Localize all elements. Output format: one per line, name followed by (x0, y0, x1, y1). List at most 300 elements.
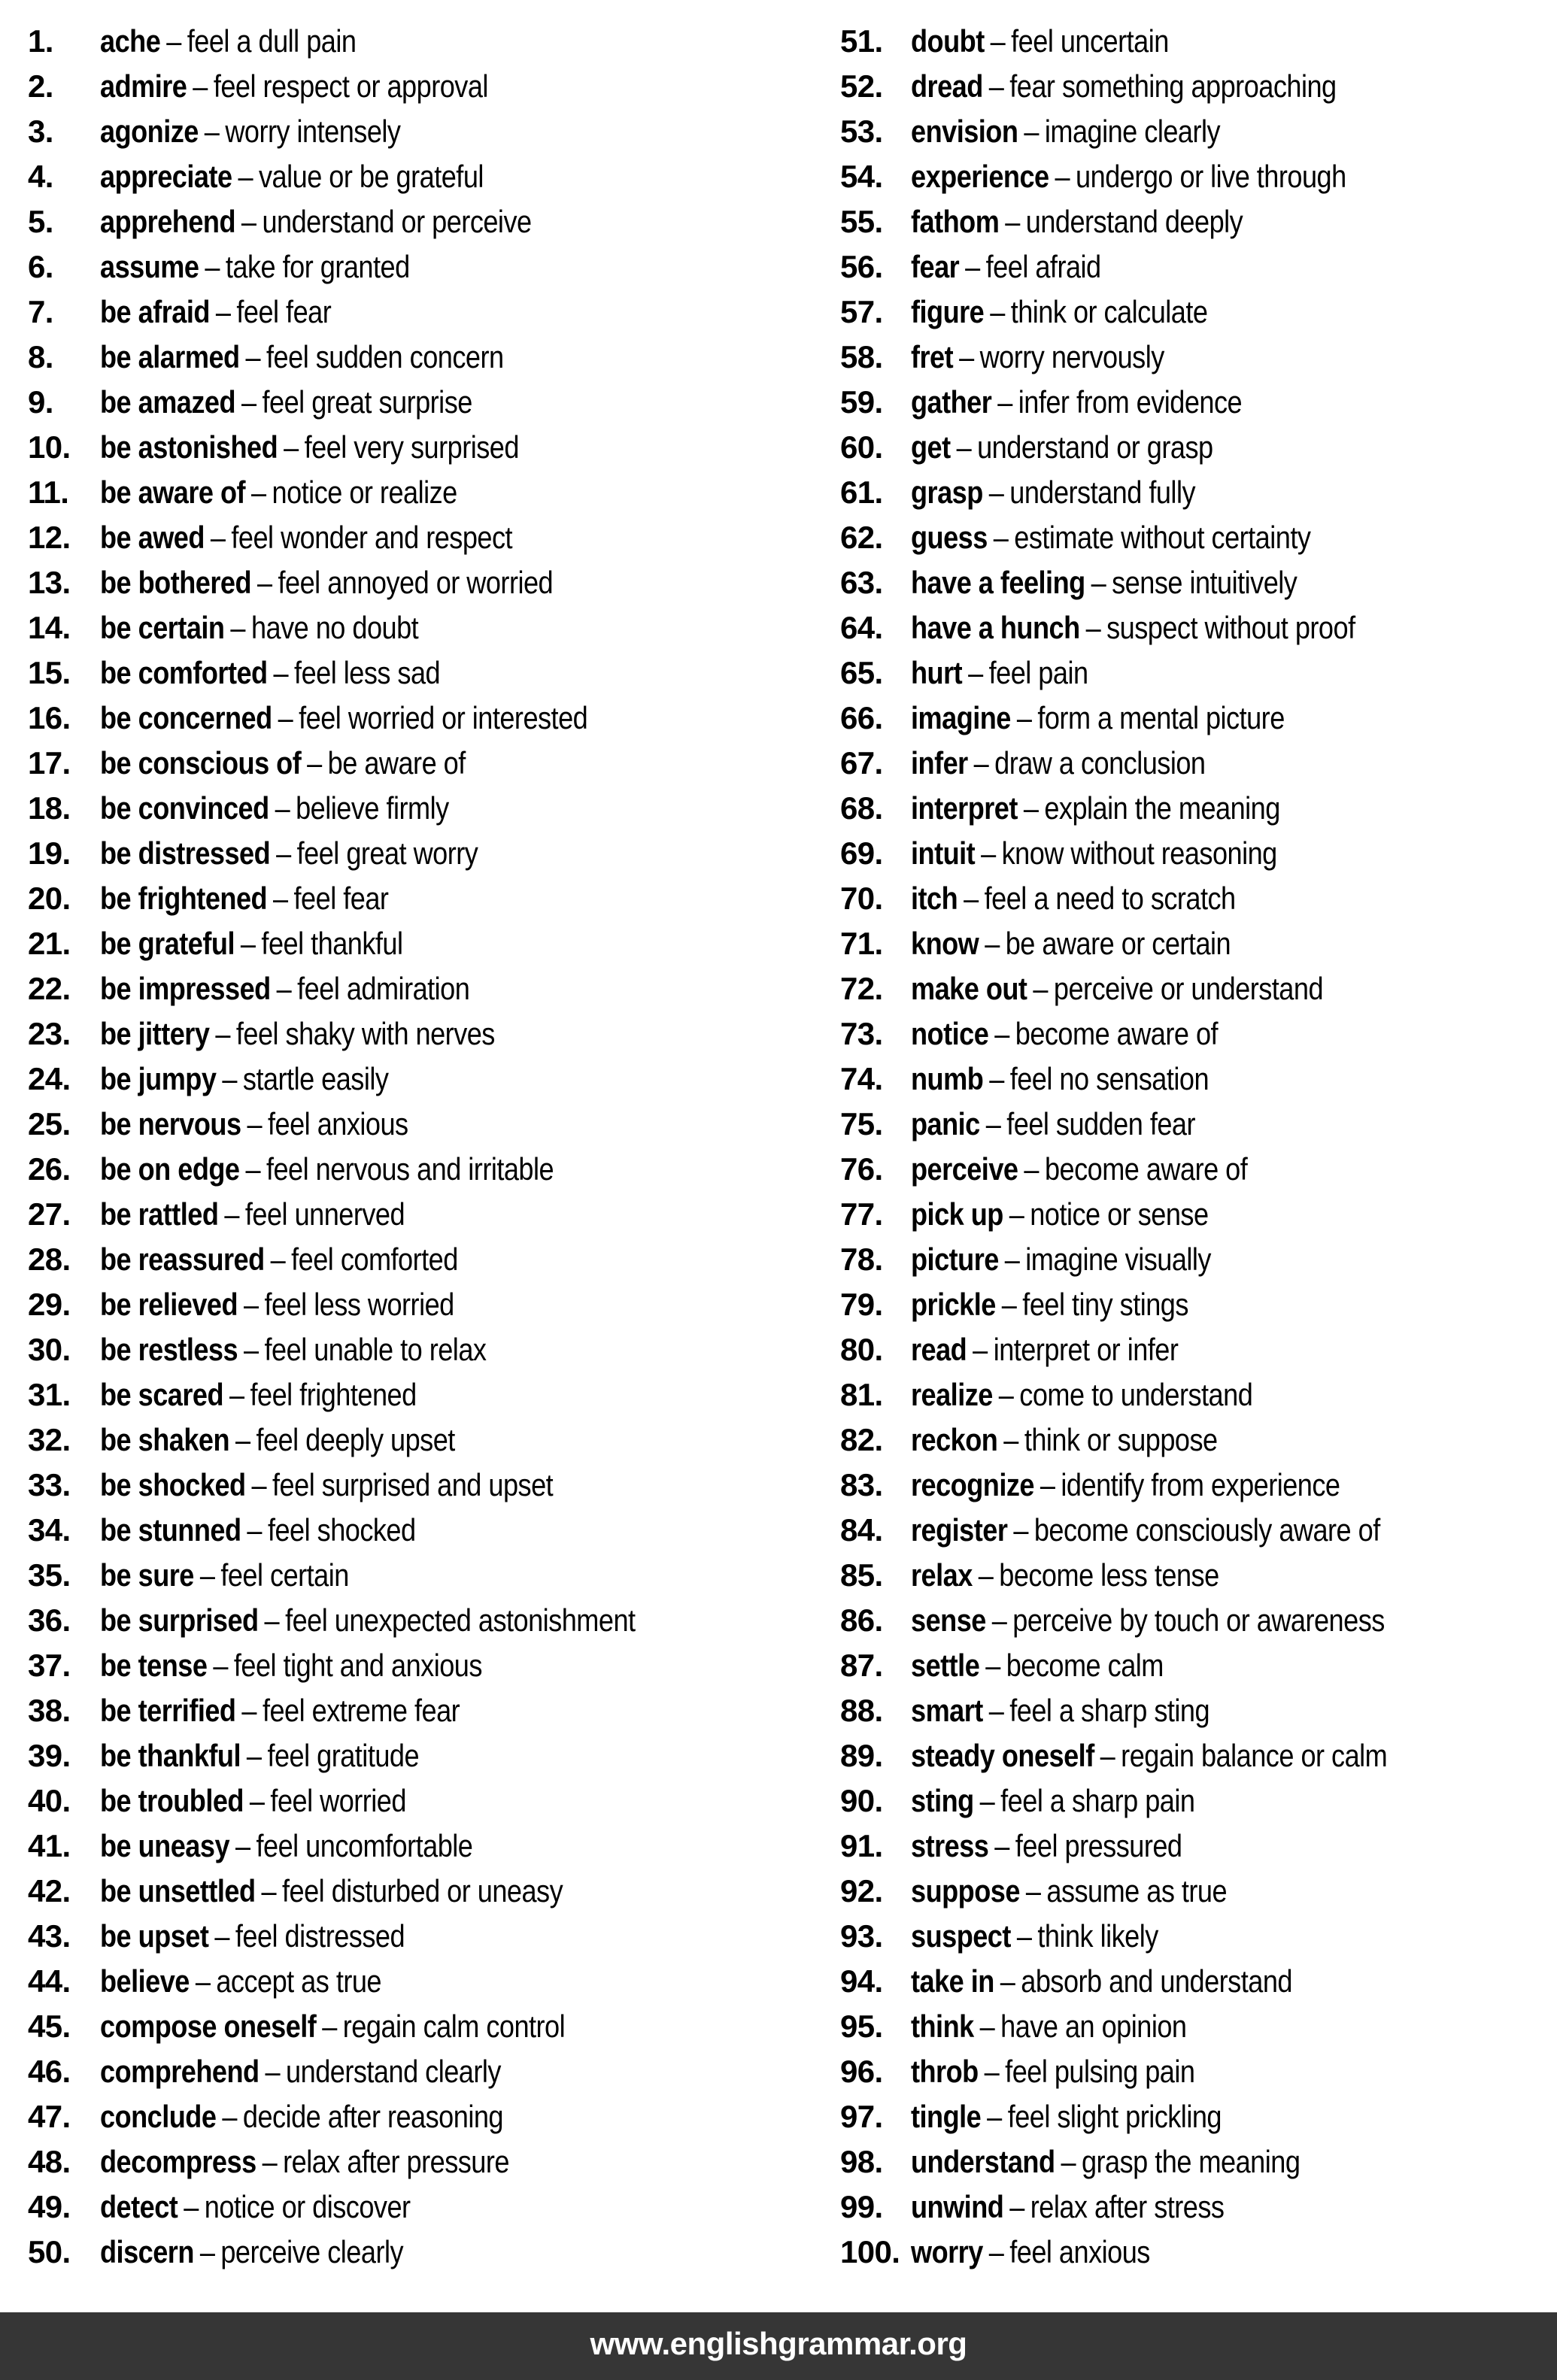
item-word: be awed (100, 520, 205, 555)
item-word: suppose (911, 1873, 1020, 1909)
item-word: picture (911, 1242, 999, 1277)
item-number: 4. (28, 159, 53, 194)
item-number: 87. (840, 1648, 883, 1683)
item-text (911, 2184, 1224, 2230)
item-definition: have no doubt (250, 610, 419, 645)
list-item (28, 335, 810, 380)
item-definition: feel pain (988, 655, 1088, 690)
item-word: prickle (911, 1287, 996, 1322)
dash-separator: – (213, 1648, 228, 1683)
item-number: 65. (840, 655, 883, 690)
list-item (840, 380, 1555, 425)
item-number: 94. (840, 1963, 883, 1999)
item-number: 56. (840, 249, 883, 284)
item-text (100, 1778, 406, 1824)
item-definition: imagine visually (1025, 1242, 1211, 1277)
list-item (28, 1102, 810, 1147)
item-text (100, 1282, 454, 1327)
dash-separator: – (994, 1828, 1009, 1863)
item-word: be bothered (100, 565, 252, 600)
item-text (100, 199, 532, 244)
item-definition: think or calculate (1010, 294, 1208, 329)
item-text (100, 64, 488, 109)
item-text (911, 741, 1206, 786)
item-word: be distressed (100, 835, 271, 871)
item-number: 90. (840, 1783, 883, 1818)
item-text (911, 1553, 1219, 1598)
item-text (911, 2230, 1150, 2275)
item-word: fathom (911, 204, 1000, 239)
item-text (911, 470, 1195, 515)
list-item (28, 1057, 810, 1102)
list-item (28, 109, 810, 154)
item-definition: understand or perceive (262, 204, 532, 239)
item-text (911, 64, 1337, 109)
item-definition: feel a sharp sting (1009, 1693, 1210, 1728)
item-text (911, 831, 1277, 876)
item-number: 85. (840, 1557, 883, 1593)
list-item (840, 1598, 1555, 1643)
item-number: 76. (840, 1151, 883, 1187)
item-text (911, 1869, 1227, 1914)
item-word: gather (911, 384, 992, 420)
list-item (840, 786, 1555, 831)
list-item (840, 19, 1555, 64)
item-number: 53. (840, 114, 883, 149)
item-word: be certain (100, 610, 225, 645)
item-text (100, 1057, 388, 1102)
item-definition: think or suppose (1024, 1422, 1218, 1457)
item-definition: have an opinion (1000, 2009, 1187, 2044)
list-item (28, 1688, 810, 1733)
item-definition: feel pressured (1015, 1828, 1182, 1863)
dash-separator: – (273, 881, 288, 916)
dash-separator: – (204, 114, 220, 149)
item-definition: know without reasoning (1001, 835, 1277, 871)
item-text (911, 560, 1297, 605)
item-number: 67. (840, 745, 883, 781)
item-text (911, 1282, 1188, 1327)
dash-separator: – (1009, 2189, 1024, 2224)
item-definition: feel annoyed or worried (278, 565, 554, 600)
list-item (840, 109, 1555, 154)
item-text (100, 380, 472, 425)
item-definition: perceive or understand (1053, 971, 1324, 1006)
item-word: be jittery (100, 1016, 210, 1051)
item-number: 26. (28, 1151, 71, 1187)
word-list-right-column (840, 19, 1555, 2275)
list-item (28, 1282, 810, 1327)
item-word: be impressed (100, 971, 271, 1006)
list-item (840, 1057, 1555, 1102)
item-number: 24. (28, 1061, 71, 1096)
item-number: 74. (840, 1061, 883, 1096)
item-text (100, 560, 553, 605)
dash-separator: – (988, 474, 1004, 510)
website-link[interactable]: www.englishgrammar.org (590, 2326, 967, 2361)
item-definition: feel wonder and respect (231, 520, 513, 555)
item-text (911, 244, 1101, 290)
item-definition: feel surprised and upset (272, 1467, 554, 1502)
item-number: 45. (28, 2009, 71, 2044)
list-item (28, 244, 810, 290)
item-number: 98. (840, 2144, 883, 2179)
item-word: stress (911, 1828, 989, 1863)
item-definition: feel slight prickling (1007, 2099, 1222, 2134)
item-definition: become calm (1006, 1648, 1164, 1683)
item-definition: perceive clearly (220, 2234, 404, 2269)
item-text (100, 1011, 495, 1057)
item-definition: be aware of (327, 745, 466, 781)
item-word: be troubled (100, 1783, 244, 1818)
item-word: fret (911, 339, 954, 374)
dash-separator: – (229, 1377, 244, 1412)
item-definition: feel disturbed or uneasy (282, 1873, 563, 1909)
item-definition: regain calm control (342, 2009, 566, 2044)
item-number: 78. (840, 1242, 883, 1277)
list-item (840, 1508, 1555, 1553)
item-text (911, 1057, 1209, 1102)
item-number: 23. (28, 1016, 71, 1051)
item-definition: suspect without proof (1106, 610, 1355, 645)
list-item (840, 1372, 1555, 1417)
dash-separator: – (210, 520, 226, 555)
list-item (28, 560, 810, 605)
item-definition: feel anxious (1009, 2234, 1150, 2269)
list-item (28, 1372, 810, 1417)
dash-separator: – (968, 655, 983, 690)
item-text (100, 19, 356, 64)
item-number: 73. (840, 1016, 883, 1051)
dash-separator: – (222, 1061, 237, 1096)
item-number: 6. (28, 249, 53, 284)
list-item (840, 1102, 1555, 1147)
item-definition: come to understand (1019, 1377, 1253, 1412)
item-number: 34. (28, 1512, 71, 1548)
item-definition: assume as true (1046, 1873, 1228, 1909)
item-text (911, 2049, 1194, 2094)
item-word: intuit (911, 835, 976, 871)
item-number: 44. (28, 1963, 71, 1999)
list-item (28, 1733, 810, 1778)
item-number: 75. (840, 1106, 883, 1141)
item-text (911, 966, 1323, 1011)
dash-separator: – (166, 23, 181, 59)
dash-separator: – (205, 249, 220, 284)
item-definition: infer from evidence (1018, 384, 1243, 420)
dash-separator: – (1013, 1512, 1028, 1548)
item-number: 27. (28, 1196, 71, 1232)
item-word: conclude (100, 2099, 217, 2134)
item-text (100, 1959, 381, 2004)
list-item (840, 1553, 1555, 1598)
item-word: be restless (100, 1332, 238, 1367)
list-item (840, 1733, 1555, 1778)
item-number: 11. (28, 474, 69, 510)
dash-separator: – (1001, 1287, 1017, 1322)
item-number: 54. (840, 159, 883, 194)
item-word: infer (911, 745, 968, 781)
item-word: doubt (911, 23, 985, 59)
item-word: be shocked (100, 1467, 246, 1502)
item-number: 9. (28, 384, 53, 420)
item-text (911, 515, 1310, 560)
dash-separator: – (273, 655, 289, 690)
item-text (911, 921, 1231, 966)
list-item (840, 335, 1555, 380)
item-number: 60. (840, 429, 883, 465)
item-number: 7. (28, 294, 53, 329)
item-word: know (911, 926, 979, 961)
item-text (100, 1327, 486, 1372)
dash-separator: – (987, 2099, 1002, 2134)
item-text (100, 425, 519, 470)
dash-separator: – (1009, 1196, 1024, 1232)
dash-separator: – (276, 835, 291, 871)
item-text (911, 290, 1207, 335)
item-text (100, 786, 449, 831)
list-item (28, 2094, 810, 2139)
item-text (911, 2004, 1186, 2049)
item-number: 37. (28, 1648, 71, 1683)
list-item (28, 1553, 810, 1598)
dash-separator: – (250, 474, 266, 510)
dash-separator: – (979, 1783, 995, 1818)
item-word: be alarmed (100, 339, 240, 374)
list-item (840, 1147, 1555, 1192)
item-number: 49. (28, 2189, 71, 2224)
item-definition: feel pulsing pain (1005, 2054, 1195, 2089)
item-number: 70. (840, 881, 883, 916)
item-number: 55. (840, 204, 883, 239)
dash-separator: – (990, 23, 1006, 59)
list-item (28, 1598, 810, 1643)
item-text (100, 1869, 563, 1914)
dash-separator: – (1100, 1738, 1115, 1773)
list-item (840, 560, 1555, 605)
item-number: 77. (840, 1196, 883, 1232)
item-number: 3. (28, 114, 53, 149)
item-word: notice (911, 1016, 989, 1051)
list-item (28, 921, 810, 966)
dash-separator: – (270, 1242, 286, 1277)
item-text (911, 425, 1213, 470)
item-word: unwind (911, 2189, 1004, 2224)
item-text (911, 1733, 1387, 1778)
item-word: be stunned (100, 1512, 241, 1548)
dash-separator: – (184, 2189, 199, 2224)
list-item (28, 1327, 810, 1372)
item-word: imagine (911, 700, 1011, 735)
dash-separator: – (244, 1332, 259, 1367)
item-word: discern (100, 2234, 194, 2269)
dash-separator: – (988, 68, 1004, 104)
item-text (100, 966, 469, 1011)
dash-separator: – (1016, 1918, 1032, 1954)
item-number: 81. (840, 1377, 883, 1412)
list-item (840, 1824, 1555, 1869)
list-item (840, 1688, 1555, 1733)
item-number: 18. (28, 790, 71, 826)
item-number: 63. (840, 565, 883, 600)
dash-separator: – (307, 745, 322, 781)
item-word: be surprised (100, 1602, 259, 1638)
list-item (28, 2049, 810, 2094)
item-word: be nervous (100, 1106, 241, 1141)
item-number: 52. (840, 68, 883, 104)
item-definition: feel a need to scratch (984, 881, 1236, 916)
dash-separator: – (1091, 565, 1106, 600)
list-item (840, 650, 1555, 696)
item-number: 22. (28, 971, 71, 1006)
item-number: 10. (28, 429, 71, 465)
item-word: be astonished (100, 429, 278, 465)
item-text (100, 154, 484, 199)
list-item (28, 380, 810, 425)
list-item (840, 2139, 1555, 2184)
item-definition: feel worried or interested (299, 700, 588, 735)
item-text (100, 1688, 460, 1733)
item-word: sense (911, 1602, 986, 1638)
item-number: 83. (840, 1467, 883, 1502)
item-word: comprehend (100, 2054, 260, 2089)
item-number: 47. (28, 2099, 71, 2134)
list-item (840, 1282, 1555, 1327)
item-number: 33. (28, 1467, 71, 1502)
list-item (840, 605, 1555, 650)
list-item (28, 1643, 810, 1688)
item-definition: feel comforted (291, 1242, 458, 1277)
item-definition: feel shocked (267, 1512, 416, 1548)
list-item (840, 199, 1555, 244)
item-text (911, 335, 1164, 380)
item-number: 61. (840, 474, 883, 510)
item-number: 41. (28, 1828, 71, 1863)
item-number: 51. (840, 23, 883, 59)
list-item (28, 425, 810, 470)
dash-separator: – (989, 1061, 1004, 1096)
dash-separator: – (1003, 1422, 1018, 1457)
item-definition: undergo or live through (1076, 159, 1346, 194)
item-word: sting (911, 1783, 974, 1818)
item-text (911, 1643, 1164, 1688)
dash-separator: – (214, 1918, 229, 1954)
item-definition: feel sudden fear (1006, 1106, 1196, 1141)
item-text (100, 741, 466, 786)
item-number: 5. (28, 204, 53, 239)
list-item (840, 515, 1555, 560)
item-definition: become consciously aware of (1033, 1512, 1380, 1548)
item-number: 12. (28, 520, 71, 555)
dash-separator: – (985, 926, 1000, 961)
item-text (911, 154, 1346, 199)
item-definition: understand clearly (286, 2054, 501, 2089)
item-text (911, 1824, 1182, 1869)
item-text (911, 876, 1236, 921)
dash-separator: – (1055, 159, 1070, 194)
item-word: be upset (100, 1918, 209, 1954)
dash-separator: – (1016, 700, 1032, 735)
item-definition: decide after reasoning (242, 2099, 503, 2134)
item-word: appreciate (100, 159, 232, 194)
item-word: grasp (911, 474, 983, 510)
item-definition: sense intuitively (1112, 565, 1298, 600)
list-item (28, 966, 810, 1011)
item-text (911, 1102, 1195, 1147)
item-number: 91. (840, 1828, 883, 1863)
item-number: 31. (28, 1377, 71, 1412)
list-item (840, 1237, 1555, 1282)
list-item (28, 1824, 810, 1869)
item-definition: feel unexpected astonishment (285, 1602, 636, 1638)
item-definition: become aware of (1015, 1016, 1219, 1051)
item-definition: feel extreme fear (262, 1693, 460, 1728)
dash-separator: – (1025, 1873, 1041, 1909)
dash-separator: – (240, 926, 256, 961)
item-text (911, 1914, 1158, 1959)
item-text (100, 1417, 455, 1463)
dash-separator: – (985, 1648, 1000, 1683)
item-word: figure (911, 294, 985, 329)
item-word: register (911, 1512, 1008, 1548)
item-number: 15. (28, 655, 71, 690)
list-item (28, 2004, 810, 2049)
item-text (100, 1237, 458, 1282)
item-number: 42. (28, 1873, 71, 1909)
item-number: 99. (840, 2189, 883, 2224)
list-item (840, 2049, 1555, 2094)
item-word: interpret (911, 790, 1018, 826)
dash-separator: – (278, 700, 293, 735)
list-item (840, 425, 1555, 470)
list-item (840, 831, 1555, 876)
dash-separator: – (991, 1602, 1007, 1638)
item-text (100, 2230, 403, 2275)
item-definition: feel a sharp pain (1000, 1783, 1195, 1818)
item-number: 64. (840, 610, 883, 645)
list-item (28, 199, 810, 244)
dash-separator: – (247, 1512, 263, 1548)
item-word: tingle (911, 2099, 982, 2134)
item-text (911, 2139, 1300, 2184)
item-number: 29. (28, 1287, 71, 1322)
item-text (911, 1508, 1380, 1553)
item-word: hurt (911, 655, 963, 690)
item-definition: feel thankful (261, 926, 403, 961)
dash-separator: – (261, 1873, 277, 1909)
item-number: 50. (28, 2234, 71, 2269)
dash-separator: – (997, 384, 1012, 420)
list-item (28, 1508, 810, 1553)
item-text (100, 696, 587, 741)
item-definition: feel worried (270, 1783, 406, 1818)
item-definition: feel very surprised (304, 429, 519, 465)
item-text (911, 650, 1088, 696)
item-number: 14. (28, 610, 71, 645)
item-definition: feel less worried (264, 1287, 454, 1322)
list-item (28, 741, 810, 786)
item-text (100, 831, 478, 876)
item-text (911, 1372, 1252, 1417)
item-number: 69. (840, 835, 883, 871)
item-number: 38. (28, 1693, 71, 1728)
dash-separator: – (241, 204, 256, 239)
item-text (100, 2184, 411, 2230)
dash-separator: – (965, 249, 980, 284)
item-text (100, 244, 410, 290)
dash-separator: – (262, 2144, 278, 2179)
item-word: decompress (100, 2144, 256, 2179)
